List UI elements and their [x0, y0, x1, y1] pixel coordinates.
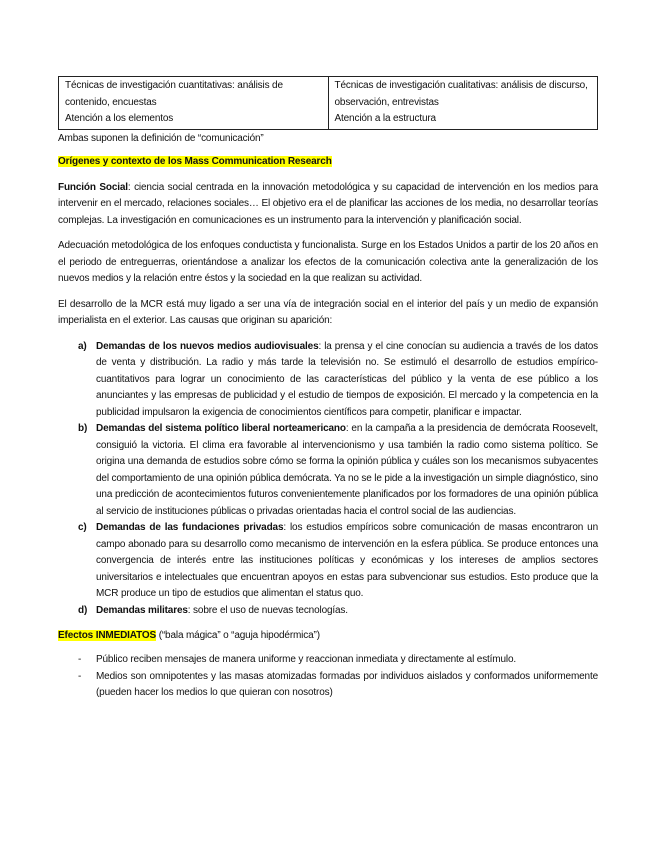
highlighted-heading: Orígenes y contexto de los Mass Communication Research [58, 155, 332, 167]
table-cell-qualitative [328, 77, 598, 130]
cell-text: Atención a la estructura [334, 113, 436, 124]
effects-list [58, 652, 598, 702]
bold-lead: Función Social [58, 181, 128, 193]
list-marker: c) [78, 522, 87, 533]
list-marker: b) [78, 423, 88, 434]
list-marker: - [78, 670, 82, 682]
heading-suffix: (“bala mágica” o “aguja hipodérmica”) [156, 630, 320, 641]
list-marker: d) [78, 604, 88, 616]
cell-text: Técnicas de investigación cuantitativas: análisis de contenido, encuestas [65, 80, 283, 108]
section-heading [58, 154, 598, 169]
paragraph-mcr-development: El desarrollo de la MCR está muy ligado a ser una vía de integración social en el interior del país y un medio de expansión imperialista en el exterior. Las causas que originan su aparición: [58, 298, 598, 326]
highlighted-heading: Efectos INMEDIATOS [58, 630, 157, 641]
comparison-table [58, 76, 598, 130]
bold-lead: Demandas de las fundaciones privadas [96, 522, 284, 533]
list-marker: a) [78, 340, 87, 352]
list-item-text: Medios son omnipotentes y las masas atomizadas formadas por individuos aislados y conformados uniformemente (pueden hacer los medios lo que quieran con nosotros) [96, 670, 598, 698]
causes-list [58, 339, 598, 620]
list-item-text: Público reciben mensajes de manera uniforme y reaccionan inmediata y directamente al estímulo. [96, 654, 517, 665]
list-item-text: : los estudios empíricos sobre comunicación de masas encontraron un campo abonado para su desarrollo como mecanismo de intervención en la esfera pública. Se produce entonces una convergencia de interés entre las instituciones políticas y económicas y los intereses de amplios sectores universitarios e intelectuales que encuentran apoyos en estas para subvencionar sus estudios. Esto produce que la MCR produce un tipo de estudios que alimentan el status quo. [96, 522, 598, 599]
list-item [58, 652, 598, 669]
table-cell-quantitative [59, 77, 329, 130]
section-heading [58, 628, 598, 643]
document-page [58, 76, 598, 702]
list-item [58, 669, 598, 702]
list-item [58, 520, 598, 603]
bold-lead: Demandas del sistema político liberal norteamericano [96, 423, 346, 434]
list-item [58, 421, 598, 520]
list-item [58, 339, 598, 422]
paragraph-social-function [58, 180, 598, 230]
list-item [58, 603, 598, 620]
bold-lead: Demandas militares [96, 604, 188, 616]
list-marker: - [78, 654, 82, 665]
bold-lead: Demandas de los nuevos medios audiovisuales [96, 340, 319, 352]
cell-text: Técnicas de investigación cualitativas: análisis de discurso, observación, entrevistas [334, 80, 588, 108]
cell-text: Atención a los elementos [65, 113, 174, 124]
list-item-text: : la prensa y el cine conocían su audiencia a través de los datos de venta y distribución. La radio y más tarde la televisión no. Se estimuló el desarrollo de estudios empírico-cuantitativos para lograr un conocimiento de las características del público y la venta de ese público a los anunciantes y las empresas de publicidad y el estudio de tiempos de exposición. El mercado y la competencia en la publicidad impulsaron la exigencia de conocimientos científicos para competir, planificar e impactar. [96, 340, 598, 418]
list-item-text: : sobre el uso de nuevas tecnologías. [187, 604, 348, 616]
table-row [59, 77, 598, 130]
list-item-text: : en la campaña a la presidencia de demócrata Roosevelt, consiguió la victoria. El clima era favorable al intervencionismo y usa también la radio como sistema político. Se origina una demanda de estudios sobre cómo se forma la opinión pública y cuáles son los mecanismos subyacentes del comportamiento de una opinión pública demócrata. Ya no se le pide a la investigación un simple diagnóstico, sino una predicción de acontecimientos futuros convenientemente planificados por los formadores de una opinión pública al servicio de instituciones públicas o privadas orientadas hacia el control social de las audiencias. [96, 423, 599, 517]
paragraph-methodology: Adecuación metodológica de los enfoques conductista y funcionalista. Surge en los Estados Unidos a partir de los 20 años en el periodo de entreguerras, orientándose a analizar los efectos de la comunicación colectiva ante la generalización de los nuevos medios y la relación entre éstos y la sociedad en la que realizan su actividad. [58, 240, 598, 284]
table-caption-text: Ambas suponen la definición de “comunicación” [58, 132, 264, 144]
paragraph-text: : ciencia social centrada en la innovación metodológica y su capacidad de intervención en los medios para intervenir en el mercado, relaciones sociales… El objetivo era el de planificar las acciones de los media, no desarrollar teorías complejas. La investigación en comunicaciones es un instrumento para la intervención y planificación social. [58, 181, 598, 226]
